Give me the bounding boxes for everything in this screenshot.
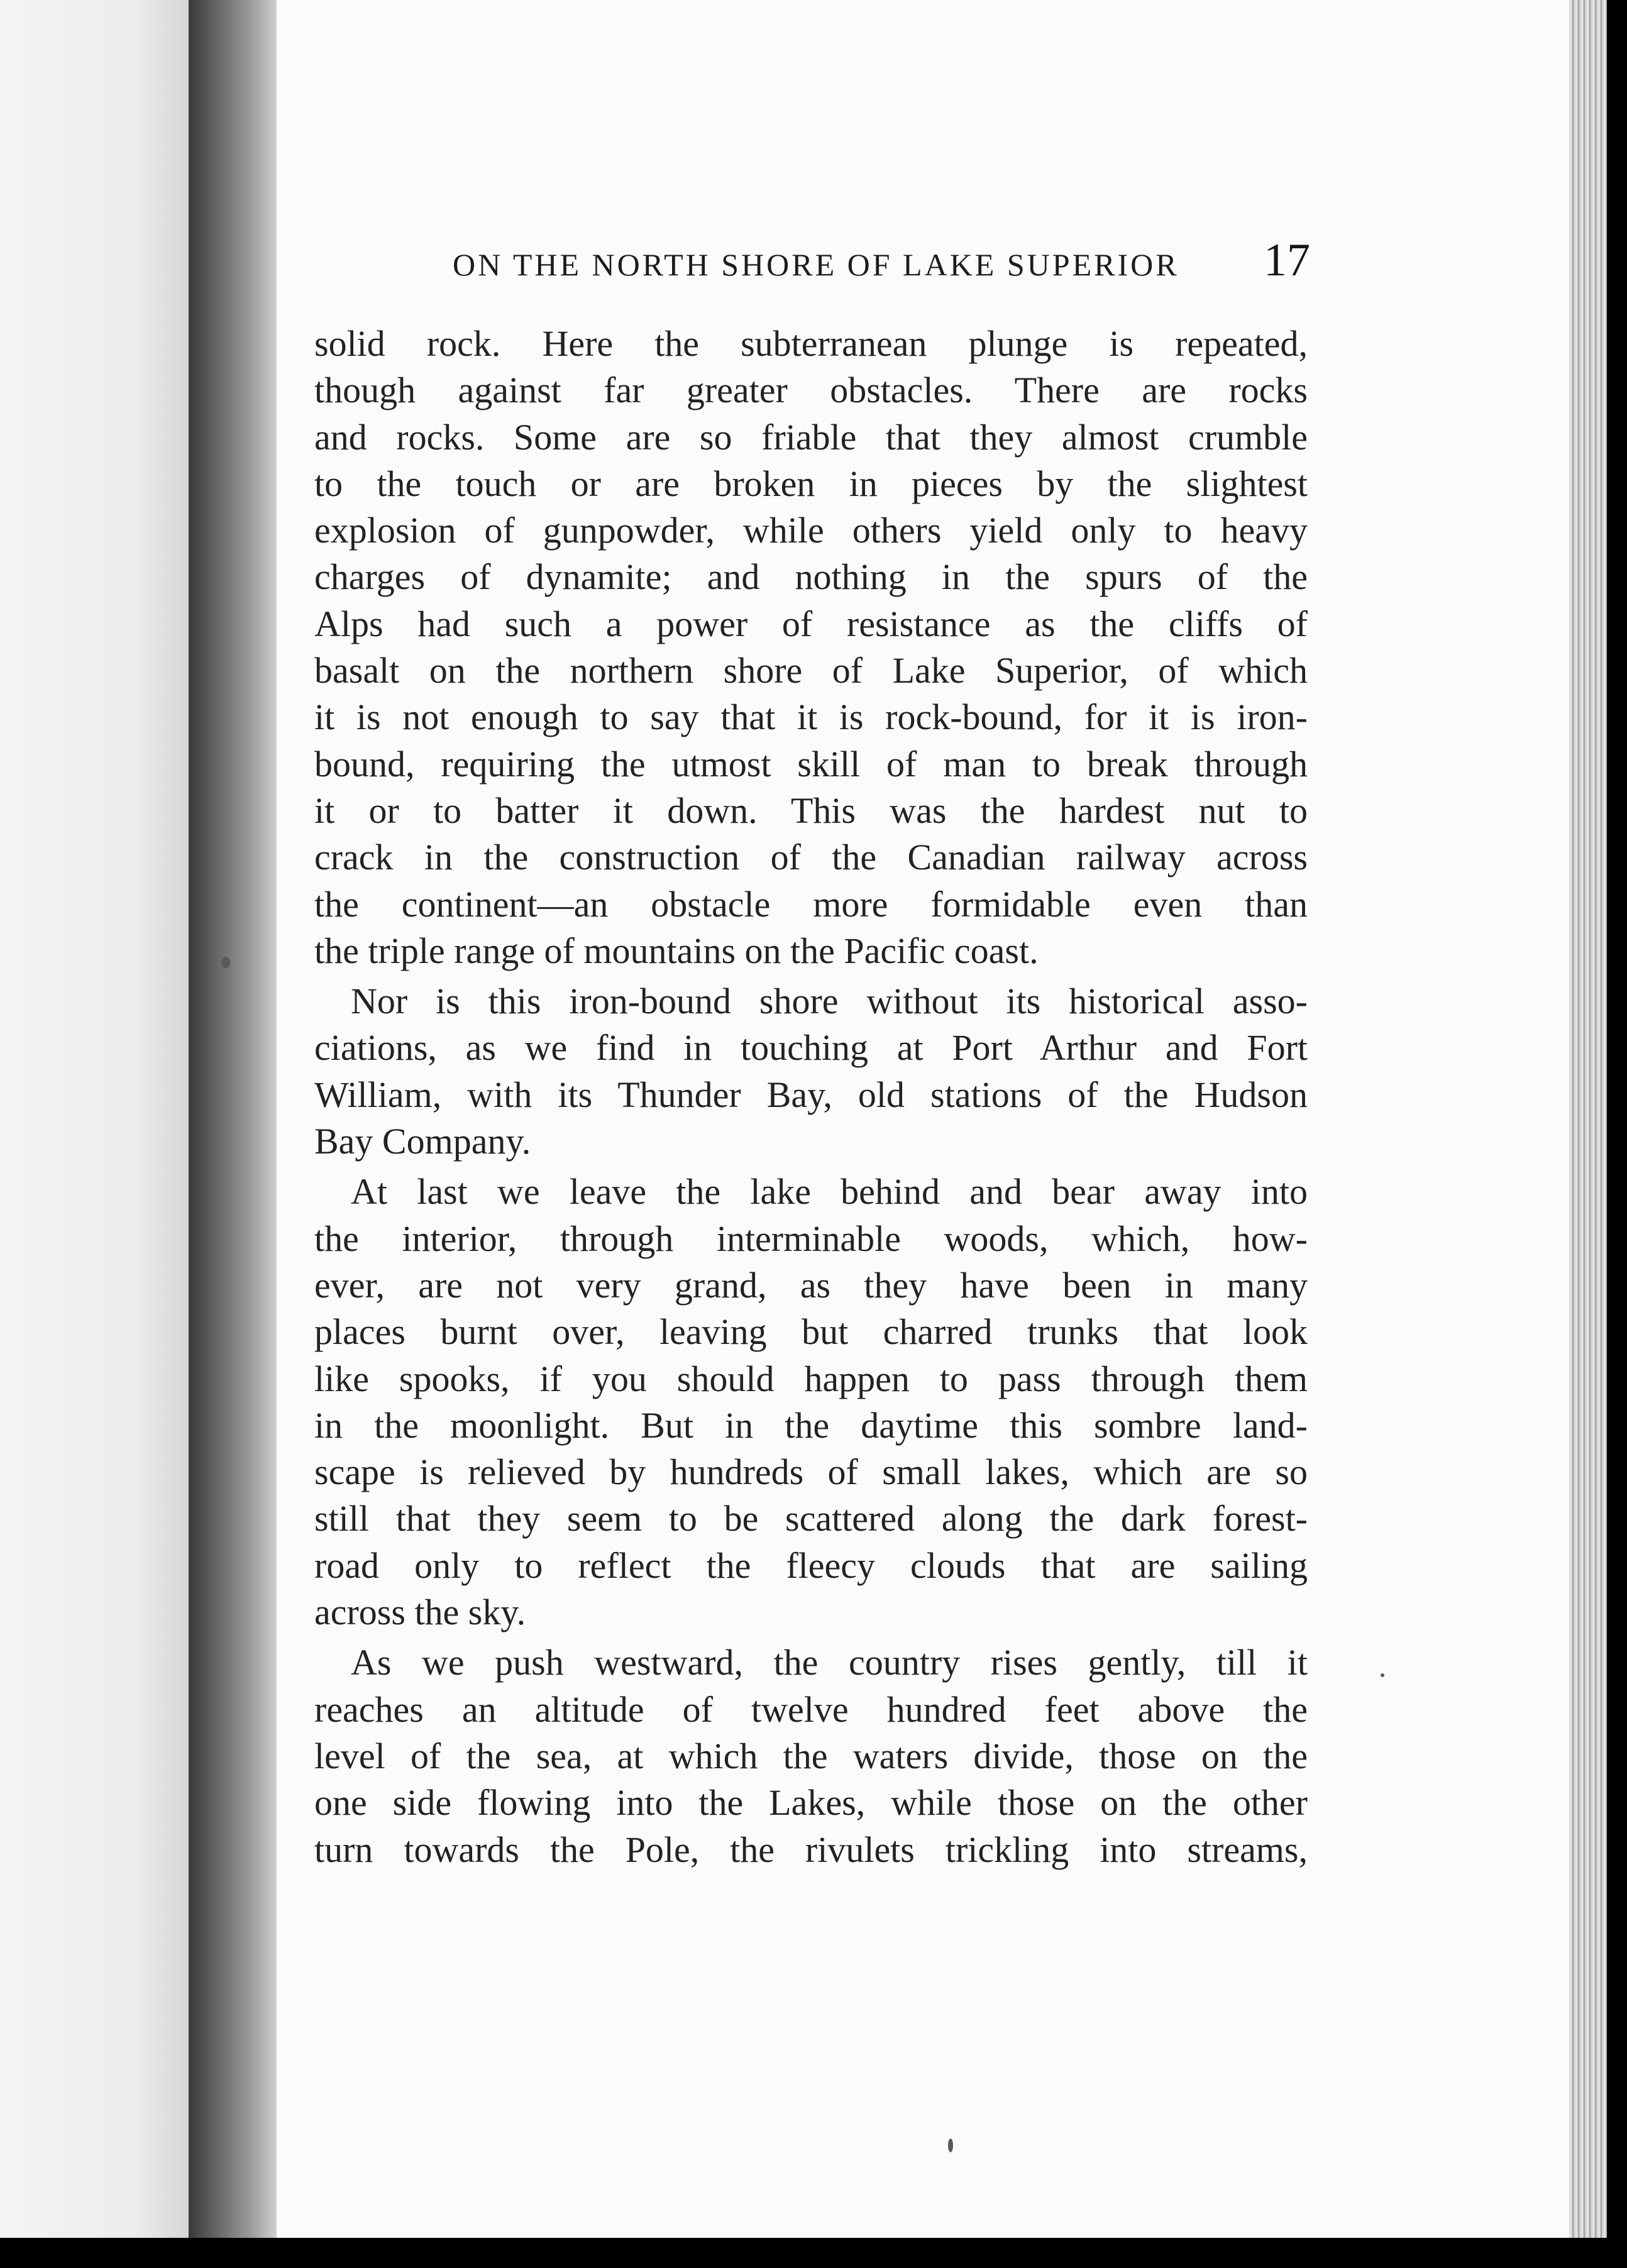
text-line: Alps had such a power of resistance as the cliffs of [314, 603, 1308, 644]
page-edge-stack [1569, 0, 1607, 2238]
previous-page-blank [0, 0, 189, 2238]
scan-speck [948, 2139, 953, 2152]
page-number: 17 [1264, 234, 1310, 286]
text-line: ciations, as we find in touching at Port Arthur and Fort [314, 1027, 1308, 1069]
text-line: and rocks. Some are so friable that they almost crumble [314, 416, 1308, 458]
paragraph-4 [314, 1639, 1308, 1873]
text-line: Nor is this iron-bound shore without its historical asso- [351, 981, 1308, 1022]
text-line: it is not enough to say that it is rock-bound, for it is iron- [314, 696, 1308, 738]
text-line: bound, requiring the utmost skill of man to break through [314, 743, 1308, 784]
scan-speck [221, 957, 230, 968]
text-line: Bay Company. [314, 1121, 531, 1162]
text-line: the continent—an obstacle more formidable even than [314, 883, 1308, 925]
text-line: basalt on the northern shore of Lake Superior, of which [314, 650, 1308, 691]
text-line: one side flowing into the Lakes, while those on the other [314, 1782, 1308, 1824]
text-line: in the moonlight. But in the daytime this sombre land- [314, 1404, 1308, 1446]
text-line: solid rock. Here the subterranean plunge is repeated, [314, 323, 1308, 364]
text-line: At last we leave the lake behind and bear away into [351, 1171, 1308, 1213]
body-text [314, 321, 1308, 1873]
text-line: like spooks, if you should happen to pass through them [314, 1358, 1308, 1399]
text-line: still that they seem to be scattered along the dark forest- [314, 1498, 1308, 1539]
text-line: level of the sea, at which the waters divide, those on the [314, 1735, 1308, 1776]
text-line: places burnt over, leaving but charred trunks that look [314, 1311, 1308, 1353]
text-line: the interior, through interminable woods, which, how- [314, 1218, 1308, 1259]
text-line: the triple range of mountains on the Pacific coast. [314, 930, 1039, 971]
text-line: it or to batter it down. This was the hardest nut to [314, 790, 1308, 831]
text-line: to the touch or are broken in pieces by the slightest [314, 463, 1308, 504]
text-line: across the sky. [314, 1592, 526, 1633]
text-line: crack in the construction of the Canadian railway across [314, 837, 1308, 878]
text-line: scape is relieved by hundreds of small lakes, which are so [314, 1451, 1308, 1493]
text-line: though against far greater obstacles. There are rocks [314, 370, 1308, 411]
text-line: As we push westward, the country rises gently, till it [351, 1642, 1308, 1683]
text-line: explosion of gunpowder, while others yield only to heavy [314, 510, 1308, 551]
running-head: ON THE NORTH SHORE OF LAKE SUPERIOR [453, 247, 1179, 282]
paragraph-3 [314, 1169, 1308, 1636]
paragraph-1 [314, 321, 1308, 974]
paragraph-2 [314, 978, 1308, 1165]
text-line: ever, are not very grand, as they have been in many [314, 1264, 1308, 1306]
text-line: turn towards the Pole, the rivulets trickling into streams, [314, 1829, 1308, 1870]
text-line: reaches an altitude of twelve hundred feet above the [314, 1688, 1308, 1730]
text-line: road only to reflect the fleecy clouds that are sailing [314, 1544, 1308, 1586]
scan-speck [1381, 1673, 1384, 1677]
text-line: William, with its Thunder Bay, old stations of the Hudson [314, 1074, 1308, 1115]
text-line: charges of dynamite; and nothing in the spurs of the [314, 556, 1308, 598]
book-gutter-shadow [189, 0, 277, 2238]
